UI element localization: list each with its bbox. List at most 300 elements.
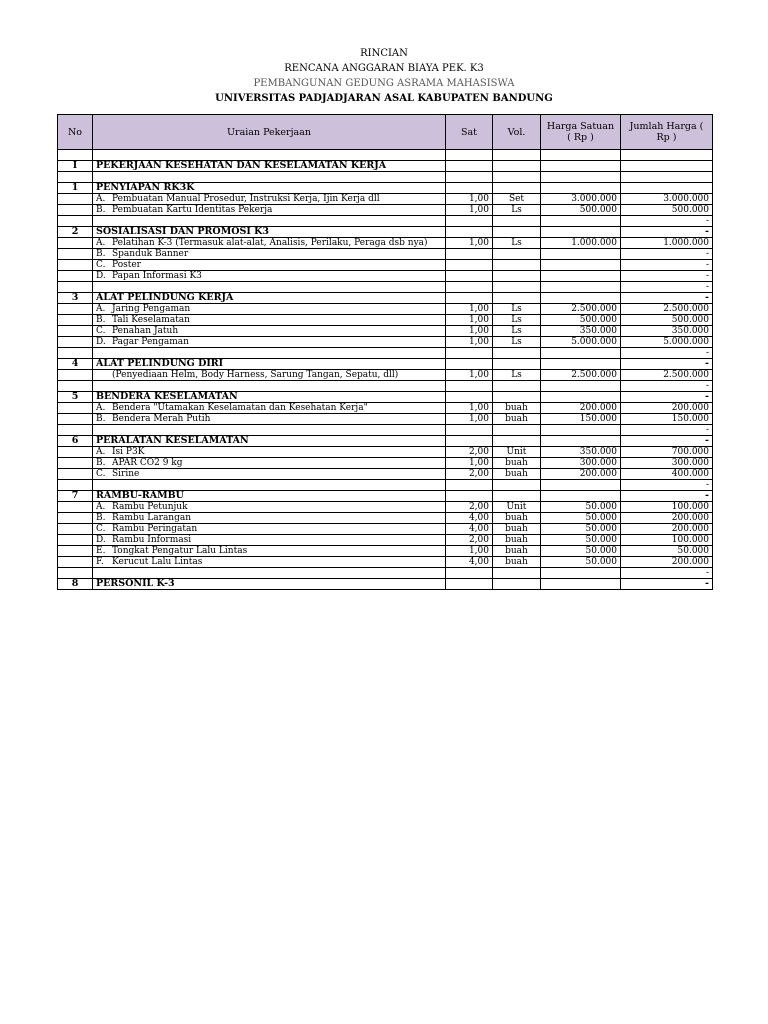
title-rab: RENCANA ANGGARAN BIAYA PEK. K3 bbox=[284, 63, 484, 74]
cell-empty bbox=[621, 150, 713, 161]
cell-sat bbox=[446, 392, 493, 403]
section-number: 7 bbox=[58, 491, 93, 502]
cell-uraian bbox=[93, 546, 446, 557]
header-no: No bbox=[58, 115, 93, 150]
cell-vol bbox=[493, 216, 541, 227]
cell-sat: 1,00 bbox=[446, 403, 493, 414]
section-number: 1 bbox=[58, 183, 93, 194]
item-letter: B. bbox=[96, 205, 106, 215]
cell-harga bbox=[541, 392, 621, 403]
table-row bbox=[58, 524, 713, 535]
item-letter: C. bbox=[96, 260, 106, 270]
document-title-block bbox=[0, 46, 768, 106]
cell-sat: 1,00 bbox=[446, 370, 493, 381]
cell-uraian bbox=[93, 304, 446, 315]
cell-jumlah: 500.000 bbox=[621, 205, 713, 216]
cell-empty bbox=[58, 172, 93, 183]
cell-sat bbox=[446, 271, 493, 282]
section-row bbox=[58, 491, 713, 502]
item-letter: A. bbox=[96, 304, 106, 314]
table-row bbox=[58, 304, 713, 315]
table-row bbox=[58, 414, 713, 425]
cell-uraian bbox=[93, 458, 446, 469]
cell-harga bbox=[541, 359, 621, 370]
cell-no bbox=[58, 469, 93, 480]
section-title: ALAT PELINDUNG KERJA bbox=[93, 293, 446, 304]
cell-uraian bbox=[93, 414, 446, 425]
cell-jumlah: 500.000 bbox=[621, 315, 713, 326]
cell-no bbox=[58, 304, 93, 315]
cell-jumlah: - bbox=[621, 392, 713, 403]
cell-vol: buah bbox=[493, 513, 541, 524]
cell-jumlah: 3.000.000 bbox=[621, 194, 713, 205]
table-row bbox=[58, 458, 713, 469]
cell-harga: 50.000 bbox=[541, 546, 621, 557]
cell-empty bbox=[493, 150, 541, 161]
header-harga-satuan: Harga Satuan ( Rp ) bbox=[541, 115, 621, 150]
cell-uraian bbox=[93, 568, 446, 579]
item-letter: B. bbox=[96, 414, 106, 424]
title-university: UNIVERSITAS PADJADJARAN ASAL KABUPATEN BANDUNG bbox=[215, 93, 553, 104]
item-description: Spanduk Banner bbox=[112, 249, 189, 259]
cell-no bbox=[58, 447, 93, 458]
cell-jumlah: - bbox=[621, 436, 713, 447]
cell-no bbox=[58, 238, 93, 249]
cell-empty bbox=[541, 172, 621, 183]
cell-jumlah: 100.000 bbox=[621, 535, 713, 546]
cell-empty bbox=[493, 172, 541, 183]
cell-vol: Ls bbox=[493, 370, 541, 381]
item-letter: D. bbox=[96, 337, 106, 347]
cell-harga: 50.000 bbox=[541, 513, 621, 524]
cell-jumlah: - bbox=[621, 491, 713, 502]
cell-sat bbox=[446, 568, 493, 579]
item-description: Jaring Pengaman bbox=[112, 304, 191, 314]
cell-vol bbox=[493, 282, 541, 293]
cell-vol bbox=[493, 348, 541, 359]
cell-vol: buah bbox=[493, 469, 541, 480]
cell-harga bbox=[541, 161, 621, 172]
cell-no bbox=[58, 381, 93, 392]
cell-sat: 1,00 bbox=[446, 194, 493, 205]
item-letter: E. bbox=[96, 546, 106, 556]
cell-uraian bbox=[93, 524, 446, 535]
item-description: Bendera "Utamakan Keselamatan dan Kesehatan Kerja" bbox=[112, 403, 368, 413]
cell-sat bbox=[446, 480, 493, 491]
cell-sat: 1,00 bbox=[446, 205, 493, 216]
item-letter: B. bbox=[96, 249, 106, 259]
cell-uraian bbox=[93, 557, 446, 568]
item-description: Kerucut Lalu Lintas bbox=[112, 557, 203, 567]
cell-sat bbox=[446, 249, 493, 260]
cell-harga bbox=[541, 381, 621, 392]
cell-harga: 3.000.000 bbox=[541, 194, 621, 205]
cell-vol bbox=[493, 568, 541, 579]
cell-harga: 5.000.000 bbox=[541, 337, 621, 348]
cell-sat: 1,00 bbox=[446, 414, 493, 425]
cell-jumlah: 2.500.000 bbox=[621, 370, 713, 381]
header-jumlah-harga: Jumlah Harga ( Rp ) bbox=[621, 115, 713, 150]
cell-sat: 1,00 bbox=[446, 458, 493, 469]
item-description: Bendera Merah Putih bbox=[112, 414, 211, 424]
cell-harga: 1.000.000 bbox=[541, 238, 621, 249]
cell-harga: 150.000 bbox=[541, 414, 621, 425]
cell-jumlah: 5.000.000 bbox=[621, 337, 713, 348]
cell-vol bbox=[493, 392, 541, 403]
cell-sat: 1,00 bbox=[446, 326, 493, 337]
cell-harga: 200.000 bbox=[541, 403, 621, 414]
cell-uraian bbox=[93, 326, 446, 337]
cell-uraian bbox=[93, 249, 446, 260]
cell-jumlah bbox=[621, 183, 713, 194]
cell-sat bbox=[446, 436, 493, 447]
cell-empty bbox=[93, 172, 446, 183]
section-number: 6 bbox=[58, 436, 93, 447]
item-description: Rambu Larangan bbox=[112, 513, 192, 523]
cell-no bbox=[58, 315, 93, 326]
cell-harga bbox=[541, 282, 621, 293]
section-row bbox=[58, 436, 713, 447]
cell-empty bbox=[93, 150, 446, 161]
section-title: SOSIALISASI DAN PROMOSI K3 bbox=[93, 227, 446, 238]
cell-sat bbox=[446, 491, 493, 502]
table-row bbox=[58, 348, 713, 359]
cell-uraian bbox=[93, 194, 446, 205]
cell-jumlah: - bbox=[621, 271, 713, 282]
cell-no bbox=[58, 458, 93, 469]
cell-vol: Unit bbox=[493, 502, 541, 513]
table-row bbox=[58, 480, 713, 491]
cell-harga: 2.500.000 bbox=[541, 370, 621, 381]
item-description: Sirine bbox=[112, 469, 140, 479]
cell-empty bbox=[446, 172, 493, 183]
cell-sat bbox=[446, 348, 493, 359]
cell-harga bbox=[541, 183, 621, 194]
item-letter: F. bbox=[96, 557, 104, 567]
table-row bbox=[58, 238, 713, 249]
cell-no bbox=[58, 194, 93, 205]
cell-sat: 2,00 bbox=[446, 535, 493, 546]
cell-no bbox=[58, 205, 93, 216]
cell-sat bbox=[446, 293, 493, 304]
cell-jumlah bbox=[621, 161, 713, 172]
cell-jumlah: 200.000 bbox=[621, 524, 713, 535]
cell-harga bbox=[541, 293, 621, 304]
table-row bbox=[58, 271, 713, 282]
item-description: Pelatihan K-3 (Termasuk alat-alat, Analisis, Perilaku, Peraga dsb nya) bbox=[112, 238, 428, 248]
cell-uraian bbox=[93, 216, 446, 227]
cell-jumlah: - bbox=[621, 216, 713, 227]
table-row bbox=[58, 370, 713, 381]
cell-no bbox=[58, 546, 93, 557]
cell-harga bbox=[541, 425, 621, 436]
section-number: 5 bbox=[58, 392, 93, 403]
cell-uraian bbox=[93, 315, 446, 326]
cell-empty bbox=[58, 150, 93, 161]
cell-no bbox=[58, 282, 93, 293]
table-row bbox=[58, 216, 713, 227]
cell-jumlah: - bbox=[621, 425, 713, 436]
item-letter: C. bbox=[96, 469, 106, 479]
cell-vol bbox=[493, 381, 541, 392]
section-row bbox=[58, 227, 713, 238]
cell-uraian bbox=[93, 480, 446, 491]
cell-empty bbox=[621, 172, 713, 183]
item-letter: D. bbox=[96, 271, 106, 281]
header-uraian: Uraian Pekerjaan bbox=[93, 115, 446, 150]
cell-uraian bbox=[93, 260, 446, 271]
item-description: Pagar Pengaman bbox=[112, 337, 189, 347]
item-description: Poster bbox=[112, 260, 141, 270]
cell-vol bbox=[493, 293, 541, 304]
cell-jumlah: 1.000.000 bbox=[621, 238, 713, 249]
item-letter: B. bbox=[96, 513, 106, 523]
cell-harga: 350.000 bbox=[541, 326, 621, 337]
cell-sat bbox=[446, 425, 493, 436]
section-title: BENDERA KESELAMATAN bbox=[93, 392, 446, 403]
cell-harga bbox=[541, 227, 621, 238]
cell-harga bbox=[541, 491, 621, 502]
cell-vol: buah bbox=[493, 414, 541, 425]
cell-harga bbox=[541, 348, 621, 359]
cell-sat: 1,00 bbox=[446, 546, 493, 557]
cell-uraian bbox=[93, 535, 446, 546]
cell-uraian bbox=[93, 469, 446, 480]
cell-sat bbox=[446, 381, 493, 392]
section-title: PEKERJAAN KESEHATAN DAN KESELAMATAN KERJA bbox=[93, 161, 446, 172]
cell-uraian bbox=[93, 381, 446, 392]
table-row bbox=[58, 194, 713, 205]
cell-uraian bbox=[93, 447, 446, 458]
cell-jumlah: - bbox=[621, 260, 713, 271]
table-row bbox=[58, 557, 713, 568]
cell-vol bbox=[493, 271, 541, 282]
cell-no bbox=[58, 414, 93, 425]
cell-vol bbox=[493, 227, 541, 238]
cell-vol: buah bbox=[493, 403, 541, 414]
item-description: Isi P3K bbox=[112, 447, 145, 457]
cell-sat: 1,00 bbox=[446, 304, 493, 315]
table-row bbox=[58, 447, 713, 458]
cell-jumlah: - bbox=[621, 568, 713, 579]
table-row bbox=[58, 546, 713, 557]
budget-table bbox=[57, 114, 713, 590]
section-row bbox=[58, 579, 713, 590]
cell-jumlah: 50.000 bbox=[621, 546, 713, 557]
cell-sat: 1,00 bbox=[446, 238, 493, 249]
cell-harga: 50.000 bbox=[541, 502, 621, 513]
cell-vol: Ls bbox=[493, 238, 541, 249]
cell-uraian bbox=[93, 425, 446, 436]
cell-vol: buah bbox=[493, 546, 541, 557]
table-body bbox=[58, 150, 713, 590]
cell-uraian bbox=[93, 348, 446, 359]
cell-empty bbox=[446, 150, 493, 161]
cell-no bbox=[58, 337, 93, 348]
cell-uraian bbox=[93, 502, 446, 513]
cell-vol bbox=[493, 260, 541, 271]
cell-harga: 50.000 bbox=[541, 535, 621, 546]
cell-uraian bbox=[93, 238, 446, 249]
cell-no bbox=[58, 524, 93, 535]
cell-harga: 2.500.000 bbox=[541, 304, 621, 315]
cell-no bbox=[58, 425, 93, 436]
cell-no bbox=[58, 403, 93, 414]
table-row bbox=[58, 502, 713, 513]
cell-harga bbox=[541, 249, 621, 260]
table-row bbox=[58, 403, 713, 414]
item-letter: A. bbox=[96, 403, 106, 413]
cell-no bbox=[58, 502, 93, 513]
cell-no bbox=[58, 557, 93, 568]
cell-sat: 4,00 bbox=[446, 513, 493, 524]
section-row bbox=[58, 183, 713, 194]
cell-harga: 200.000 bbox=[541, 469, 621, 480]
cell-jumlah: - bbox=[621, 227, 713, 238]
cell-no bbox=[58, 271, 93, 282]
cell-vol: Ls bbox=[493, 326, 541, 337]
cell-jumlah: 400.000 bbox=[621, 469, 713, 480]
cell-jumlah: 350.000 bbox=[621, 326, 713, 337]
cell-uraian bbox=[93, 403, 446, 414]
section-title: PENYIAPAN RK3K bbox=[93, 183, 446, 194]
section-number: 8 bbox=[58, 579, 93, 590]
cell-sat: 2,00 bbox=[446, 469, 493, 480]
cell-sat bbox=[446, 183, 493, 194]
cell-jumlah: 200.000 bbox=[621, 557, 713, 568]
cell-no bbox=[58, 480, 93, 491]
cell-vol bbox=[493, 161, 541, 172]
item-letter: D. bbox=[96, 535, 106, 545]
cell-harga: 300.000 bbox=[541, 458, 621, 469]
table-row bbox=[58, 425, 713, 436]
cell-jumlah: - bbox=[621, 359, 713, 370]
cell-sat bbox=[446, 359, 493, 370]
cell-sat: 1,00 bbox=[446, 315, 493, 326]
cell-empty bbox=[541, 150, 621, 161]
cell-no bbox=[58, 535, 93, 546]
cell-vol: Ls bbox=[493, 205, 541, 216]
item-description: APAR CO2 9 kg bbox=[112, 458, 183, 468]
table-row bbox=[58, 260, 713, 271]
cell-uraian bbox=[93, 337, 446, 348]
cell-no bbox=[58, 260, 93, 271]
cell-jumlah: 2.500.000 bbox=[621, 304, 713, 315]
cell-sat: 1,00 bbox=[446, 337, 493, 348]
cell-harga: 500.000 bbox=[541, 205, 621, 216]
cell-vol: buah bbox=[493, 557, 541, 568]
cell-harga bbox=[541, 271, 621, 282]
cell-jumlah: - bbox=[621, 249, 713, 260]
cell-sat bbox=[446, 216, 493, 227]
section-title: PERALATAN KESELAMATAN bbox=[93, 436, 446, 447]
cell-harga bbox=[541, 216, 621, 227]
cell-jumlah: 150.000 bbox=[621, 414, 713, 425]
section-row bbox=[58, 161, 713, 172]
cell-harga bbox=[541, 480, 621, 491]
cell-sat: 4,00 bbox=[446, 557, 493, 568]
section-number: 2 bbox=[58, 227, 93, 238]
cell-harga bbox=[541, 568, 621, 579]
cell-vol: buah bbox=[493, 535, 541, 546]
title-rincian: RINCIAN bbox=[360, 48, 408, 59]
cell-sat bbox=[446, 579, 493, 590]
section-number: 4 bbox=[58, 359, 93, 370]
cell-vol: Ls bbox=[493, 315, 541, 326]
table-row bbox=[58, 249, 713, 260]
cell-jumlah: 700.000 bbox=[621, 447, 713, 458]
cell-no bbox=[58, 216, 93, 227]
table-row bbox=[58, 568, 713, 579]
cell-vol: Set bbox=[493, 194, 541, 205]
table-row bbox=[58, 337, 713, 348]
section-number: I bbox=[58, 161, 93, 172]
cell-jumlah: 200.000 bbox=[621, 403, 713, 414]
cell-sat bbox=[446, 227, 493, 238]
cell-no bbox=[58, 568, 93, 579]
table-row bbox=[58, 535, 713, 546]
item-letter: C. bbox=[96, 326, 106, 336]
table-row bbox=[58, 326, 713, 337]
cell-uraian bbox=[93, 271, 446, 282]
section-row bbox=[58, 392, 713, 403]
table-row bbox=[58, 513, 713, 524]
cell-jumlah: - bbox=[621, 579, 713, 590]
table-row bbox=[58, 315, 713, 326]
item-letter: A. bbox=[96, 194, 106, 204]
item-description: Papan Informasi K3 bbox=[112, 271, 202, 281]
item-letter: B. bbox=[96, 315, 106, 325]
cell-jumlah: - bbox=[621, 348, 713, 359]
item-letter: A. bbox=[96, 502, 106, 512]
cell-harga: 50.000 bbox=[541, 524, 621, 535]
cell-sat bbox=[446, 161, 493, 172]
cell-sat: 2,00 bbox=[446, 502, 493, 513]
cell-vol bbox=[493, 480, 541, 491]
cell-vol bbox=[493, 359, 541, 370]
cell-no bbox=[58, 370, 93, 381]
item-description: Tali Keselamatan bbox=[112, 315, 190, 325]
cell-no bbox=[58, 326, 93, 337]
cell-vol bbox=[493, 249, 541, 260]
cell-uraian bbox=[93, 205, 446, 216]
item-letter: A. bbox=[96, 447, 106, 457]
cell-harga bbox=[541, 436, 621, 447]
table-header-row bbox=[58, 115, 713, 150]
item-description: Tongkat Pengatur Lalu Lintas bbox=[112, 546, 248, 556]
header-sat: Sat bbox=[446, 115, 493, 150]
item-letter: A. bbox=[96, 238, 106, 248]
item-letter: C. bbox=[96, 524, 106, 534]
cell-no bbox=[58, 348, 93, 359]
cell-vol bbox=[493, 183, 541, 194]
cell-no bbox=[58, 249, 93, 260]
blank-row bbox=[58, 150, 713, 161]
item-letter: B. bbox=[96, 458, 106, 468]
item-description: Rambu Informasi bbox=[112, 535, 192, 545]
item-description: Rambu Peringatan bbox=[112, 524, 198, 534]
table-row bbox=[58, 381, 713, 392]
item-description: Penahan Jatuh bbox=[112, 326, 179, 336]
section-title: PERSONIL K-3 bbox=[93, 579, 446, 590]
cell-vol: Unit bbox=[493, 447, 541, 458]
section-row bbox=[58, 359, 713, 370]
table-row bbox=[58, 205, 713, 216]
cell-sat: 2,00 bbox=[446, 447, 493, 458]
cell-jumlah: - bbox=[621, 381, 713, 392]
table-row bbox=[58, 469, 713, 480]
item-description: (Penyediaan Helm, Body Harness, Sarung Tangan, Sepatu, dll) bbox=[112, 370, 399, 380]
